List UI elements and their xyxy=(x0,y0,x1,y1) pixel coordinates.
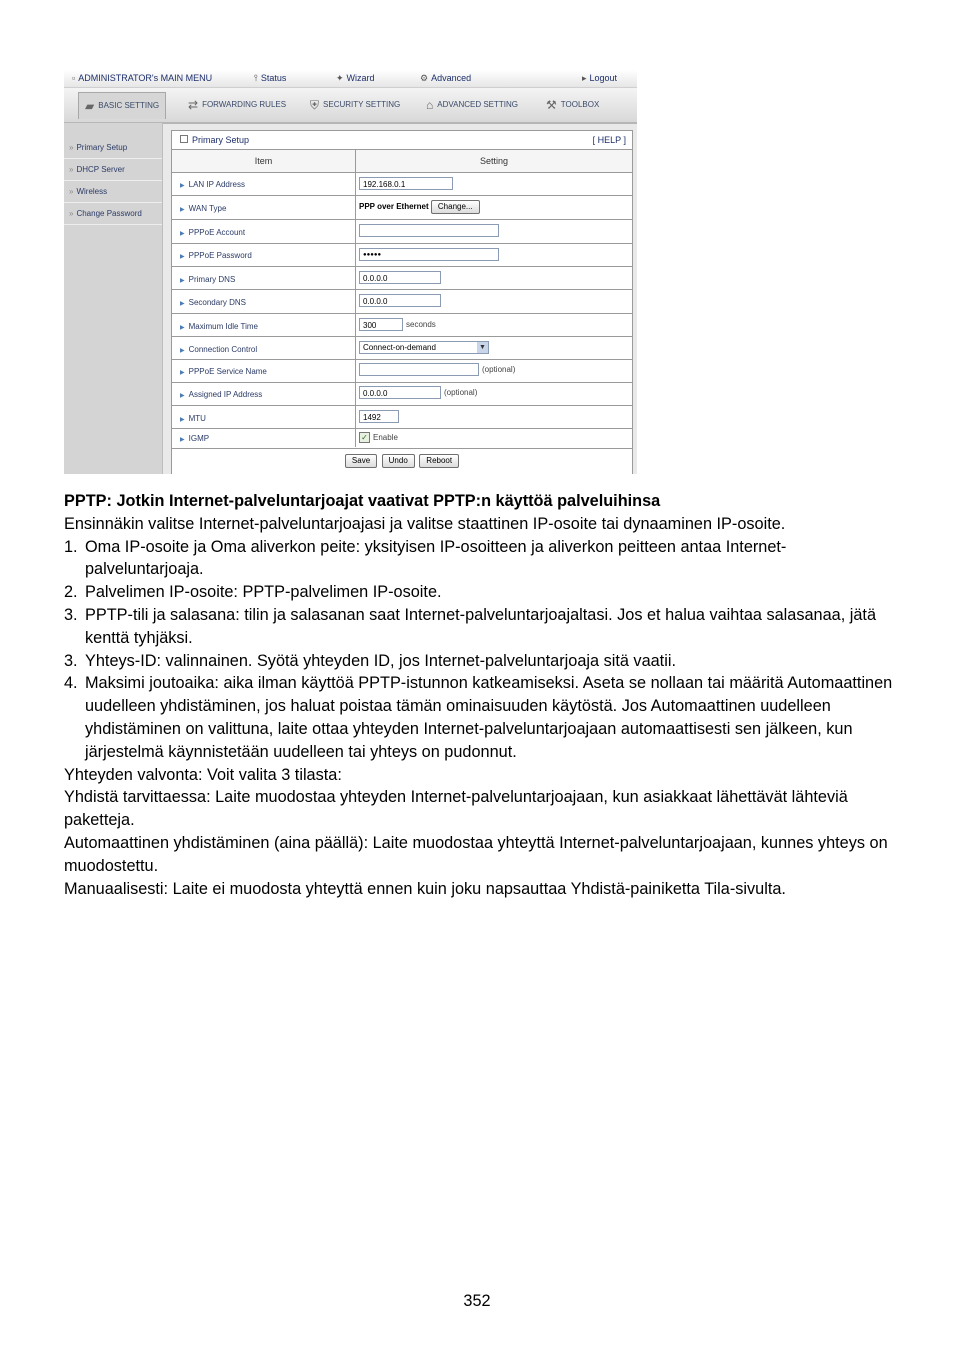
admin-menu-link[interactable]: ▫ ADMINISTRATOR's MAIN MENU xyxy=(72,73,213,83)
triangle-icon: ▶ xyxy=(180,231,185,237)
mtu-input[interactable]: 1492 xyxy=(359,410,399,423)
triangle-icon: ▶ xyxy=(180,278,185,284)
triangle-icon: ▶ xyxy=(180,417,185,423)
paragraph: Yhteyden valvonta: Voit valita 3 tilasta: xyxy=(64,765,342,784)
bullet-icon: » xyxy=(69,165,74,174)
triangle-icon: ▶ xyxy=(180,207,185,213)
sidebar-item-change-password[interactable]: » Change Password xyxy=(64,203,162,225)
wizard-link[interactable]: ✦ Wizard xyxy=(336,73,375,83)
top-menu xyxy=(64,70,637,88)
row-assigned-ip: ▶ Assigned IP Address 0.0.0.0 (optional) xyxy=(172,383,632,406)
advanced-icon: ⚙ xyxy=(420,73,429,83)
triangle-icon: ▶ xyxy=(180,370,185,376)
status-link[interactable]: ⫯ Status xyxy=(254,73,287,83)
max-idle-input[interactable]: 300 xyxy=(359,318,403,331)
primary-dns-input[interactable]: 0.0.0.0 xyxy=(359,271,441,284)
connection-control-select[interactable]: Connect-on-demand ▼ xyxy=(359,341,489,354)
list-item: 3. PPTP-tili ja salasana: tilin ja salasanan saat Internet-palveluntarjoajaltasi. Jos et halua vaihtaa salasanaa, jätä kenttä tyhjäksi. xyxy=(64,605,877,647)
seconds-label: seconds xyxy=(406,320,436,329)
document-text xyxy=(64,490,894,900)
triangle-icon: ▶ xyxy=(180,348,185,354)
wizard-icon: ✦ xyxy=(336,73,344,83)
paragraph: Manuaalisesti: Laite ei muodosta yhteyttä ennen kuin joku napsauttaa Yhdistä-painiketta Tila-sivulta. xyxy=(64,879,786,898)
secondary-dns-input[interactable]: 0.0.0.0 xyxy=(359,294,441,307)
row-secondary-dns: ▶ Secondary DNS 0.0.0.0 xyxy=(172,290,632,314)
sidebar-item-dhcp-server[interactable]: » DHCP Server xyxy=(64,159,162,181)
lan-ip-input[interactable]: 192.168.0.1 xyxy=(359,177,453,190)
paragraph: Yhdistä tarvittaessa: Laite muodostaa yhteyden Internet-palveluntarjoajaan, kun asiakkaat lähettävät lähteviä paketteja. xyxy=(64,788,848,830)
igmp-checkbox[interactable]: ✓ xyxy=(359,432,370,443)
sidebar-item-primary-setup[interactable]: » Primary Setup xyxy=(64,137,162,159)
button-row xyxy=(172,449,632,473)
tab-security-setting[interactable]: ⛨ SECURITY SETTING xyxy=(310,98,401,112)
section-heading: PPTP: Jotkin Internet-palveluntarjoajat vaativat PPTP:n käyttöä palveluihinsa xyxy=(64,492,661,510)
panel-title: Primary Setup xyxy=(192,135,250,145)
table-header xyxy=(172,150,632,173)
enable-label: Enable xyxy=(373,433,398,442)
advanced-link[interactable]: ⚙ Advanced xyxy=(420,73,472,83)
security-icon: ⛨ xyxy=(310,98,320,112)
change-wan-button[interactable]: Change... xyxy=(431,200,480,214)
folder-icon: ▰ xyxy=(85,99,95,113)
optional-label: (optional) xyxy=(482,365,516,374)
column-header-item: Item xyxy=(254,156,273,166)
row-mtu: ▶ MTU 1492 xyxy=(172,406,632,429)
page-number: 352 xyxy=(463,1292,491,1310)
row-igmp: ▶ IGMP ✓ Enable xyxy=(172,429,632,449)
sidebar-item-wireless[interactable]: » Wireless xyxy=(64,181,162,203)
tab-bar xyxy=(64,88,637,124)
tab-toolbox[interactable]: ⚒ TOOLBOX xyxy=(546,98,600,112)
assigned-ip-input[interactable]: 0.0.0.0 xyxy=(359,386,441,399)
wan-type-value: PPP over Ethernet xyxy=(359,202,429,212)
row-max-idle-time: ▶ Maximum Idle Time 300 seconds xyxy=(172,314,632,337)
bullet-icon: » xyxy=(69,209,74,218)
list-item: 4. Maksimi joutoaika: aika ilman käyttöä PPTP-istunnon katkeamiseksi. Aseta se nollaan tai määritä Automaattinen uudelleen yhdistäminen, jos haluat poistaa tämän ominaisuuden käytöstä. Jos Automaattinen uudelleen yhdistäminen on valittuna, laite ottaa yhteyden Internet-palveluntarjoajaan automaattisesti sen jälkeen, kun järjestelmä käynnistetään uudelleen tai yhteys on pudonnut. xyxy=(64,674,893,761)
building-icon: ⌂ xyxy=(426,98,434,112)
forwarding-icon: ⇄ xyxy=(188,98,199,112)
service-name-input[interactable] xyxy=(359,363,479,376)
bullet-icon: » xyxy=(69,143,74,152)
intro-paragraph: Ensinnäkin valitse Internet-palveluntarjoajasi ja valitse staattinen IP-osoite tai dynaaminen IP-osoite. xyxy=(64,514,786,533)
triangle-icon: ▶ xyxy=(180,254,185,260)
row-primary-dns: ▶ Primary DNS 0.0.0.0 xyxy=(172,267,632,290)
triangle-icon: ▶ xyxy=(180,301,185,307)
help-link[interactable]: [ HELP ] xyxy=(592,135,626,145)
primary-setup-panel xyxy=(171,130,633,474)
triangle-icon: ▶ xyxy=(180,183,185,189)
row-service-name: ▶ PPPoE Service Name (optional) xyxy=(172,360,632,383)
tab-basic-setting[interactable]: ▰ BASIC SETTING xyxy=(78,92,166,119)
toolbox-icon: ⚒ xyxy=(546,98,557,112)
panel-square-icon xyxy=(180,135,188,143)
triangle-icon: ▶ xyxy=(180,437,185,443)
row-pppoe-account: ▶ PPPoE Account xyxy=(172,220,632,244)
chevron-down-icon: ▼ xyxy=(477,342,488,353)
paragraph: Automaattinen yhdistäminen (aina päällä): Laite muodostaa yhteyttä Internet-palveluntarjoajaan, kunnes yhteys on muodostettu. xyxy=(64,833,888,875)
status-icon: ⫯ xyxy=(254,73,258,83)
triangle-icon: ▶ xyxy=(180,325,185,331)
router-screenshot xyxy=(64,70,637,474)
pppoe-account-input[interactable] xyxy=(359,224,499,237)
pppoe-password-input[interactable]: ●●●●● xyxy=(359,248,499,261)
optional-label: (optional) xyxy=(444,388,478,397)
list-item: 3. Yhteys-ID: valinnainen. Syötä yhteyden ID, jos Internet-palveluntarjoaja sitä vaatii. xyxy=(64,651,676,670)
arrow-right-icon: ▸ xyxy=(582,73,587,83)
list-item: 2. Palvelimen IP-osoite: PPTP-palvelimen IP-osoite. xyxy=(64,583,442,602)
menu-square-icon: ▫ xyxy=(72,73,76,83)
list-item: 1. Oma IP-osoite ja Oma aliverkon peite: yksityisen IP-osoitteen ja aliverkon peitteen antaa Internet-palveluntarjoaja. xyxy=(64,537,787,579)
triangle-icon: ▶ xyxy=(180,393,185,399)
undo-button[interactable]: Undo xyxy=(382,454,415,468)
tab-advanced-setting[interactable]: ⌂ ADVANCED SETTING xyxy=(426,98,518,112)
bullet-icon: » xyxy=(69,187,74,196)
row-connection-control: ▶ Connection Control Connect-on-demand ▼ xyxy=(172,337,632,360)
row-lan-ip: ▶ LAN IP Address 192.168.0.1 xyxy=(172,173,632,196)
panel-title-bar xyxy=(172,131,632,150)
logout-link[interactable]: ▸ Logout xyxy=(582,73,618,83)
column-header-setting: Setting xyxy=(479,156,509,166)
row-wan-type: ▶ WAN Type PPP over Ethernet Change... xyxy=(172,196,632,220)
reboot-button[interactable]: Reboot xyxy=(419,454,459,468)
tab-forwarding-rules[interactable]: ⇄ FORWARDING RULES xyxy=(188,98,287,112)
row-pppoe-password: ▶ PPPoE Password ●●●●● xyxy=(172,244,632,267)
save-button[interactable]: Save xyxy=(345,454,377,468)
sidebar xyxy=(64,123,163,474)
